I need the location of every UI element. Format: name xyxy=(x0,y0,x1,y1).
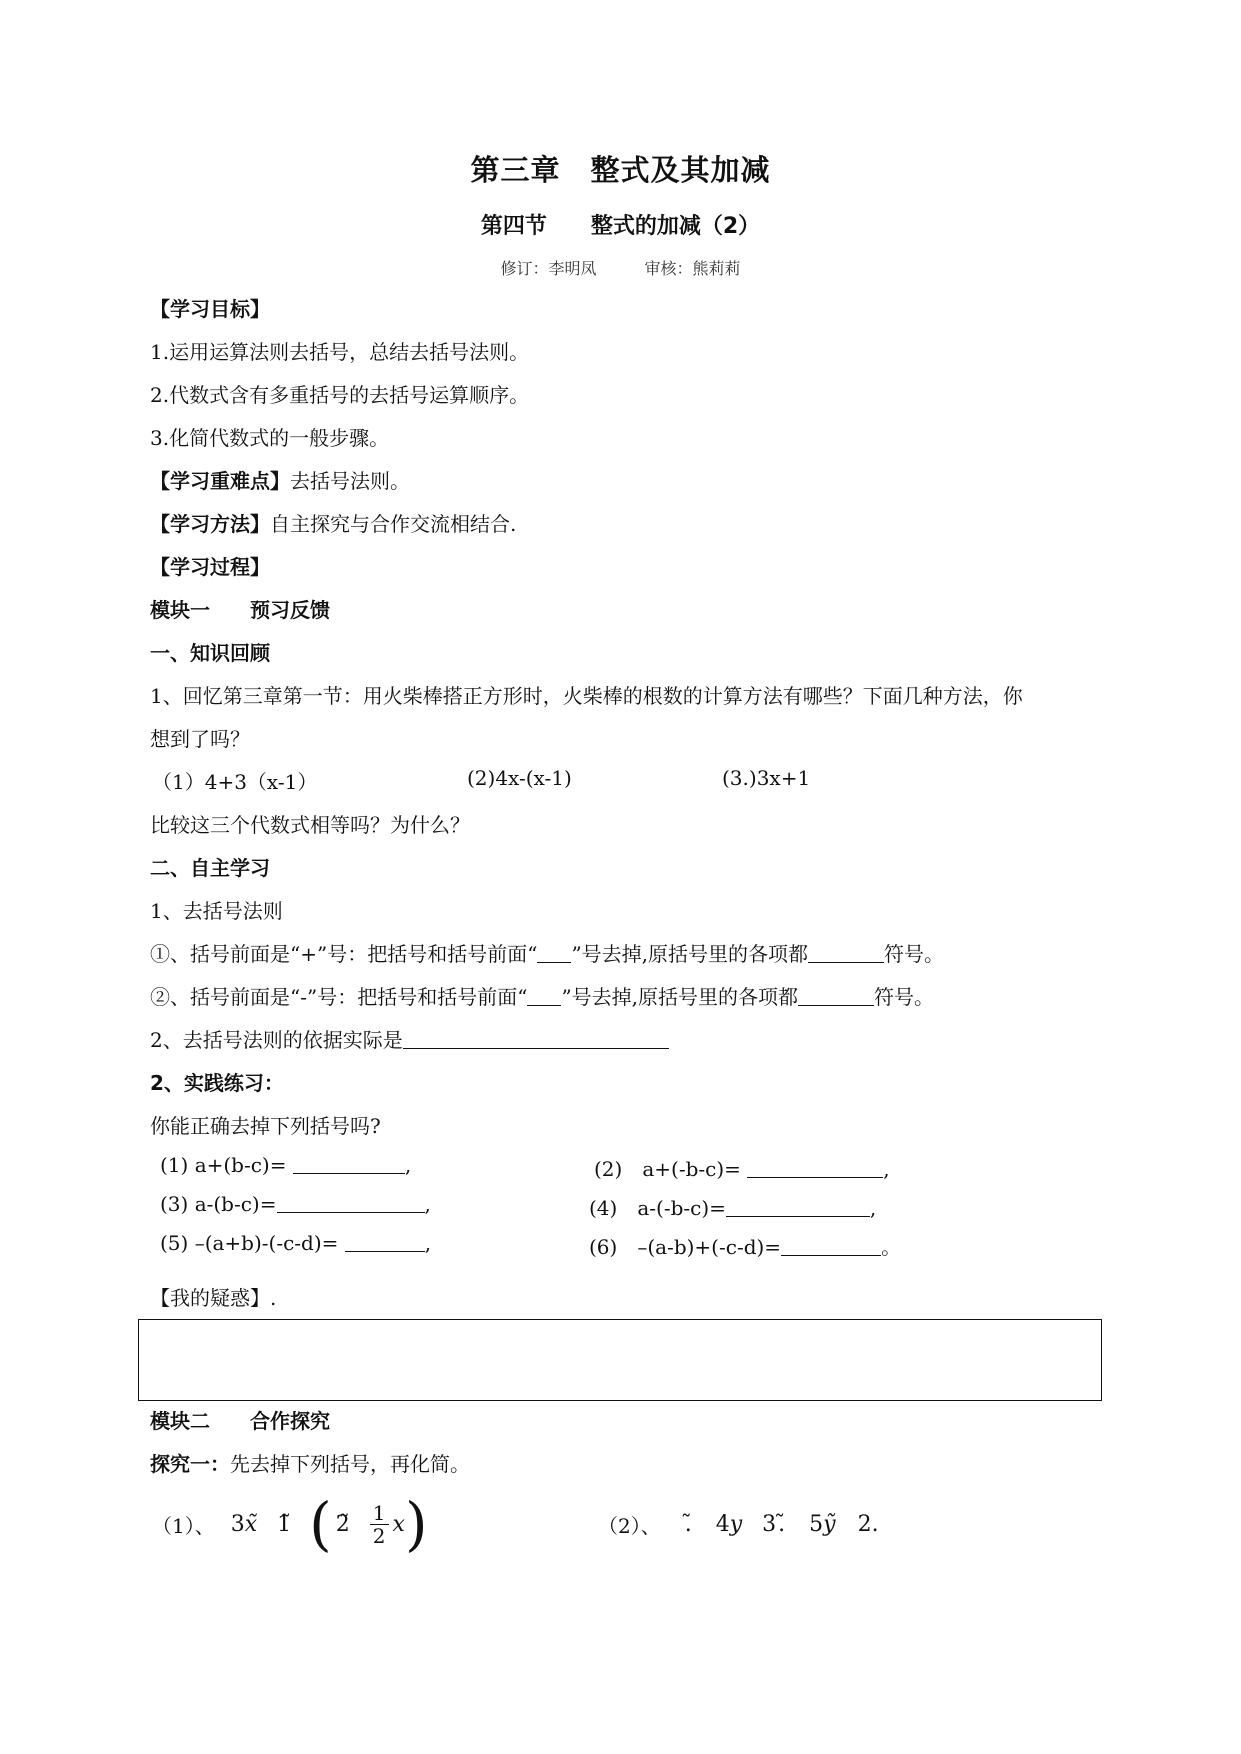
exercise-6-blank[interactable] xyxy=(781,1235,881,1256)
key-text: 去括号法则。 xyxy=(290,469,410,493)
exercise-3-blank[interactable] xyxy=(277,1192,425,1213)
method-label: 【学习方法】 xyxy=(150,512,270,536)
rule-minus-blank-1[interactable] xyxy=(527,985,561,1006)
key-label: 【学习重难点】 xyxy=(150,469,290,493)
exercise-1: (1) a+(b-c)= , xyxy=(160,1153,412,1177)
practice-heading: 2、实践练习： xyxy=(150,1071,284,1095)
explore-one xyxy=(150,1448,470,1477)
rule-basis: 2、去括号法则的依据实际是 xyxy=(150,1024,669,1053)
method xyxy=(150,508,516,537)
doubt-answer-box[interactable] xyxy=(138,1319,1102,1401)
self-study-heading: 二、自主学习 xyxy=(150,856,270,880)
reviewers: 修订：李明凤 审核：熊莉莉 xyxy=(500,259,741,278)
process-heading: 【学习过程】 xyxy=(150,555,270,579)
chapter-title: 第三章 整式及其加减 xyxy=(470,153,771,187)
rule-plus: ①、括号前面是“+”号：把括号和括号前面“ ”号去掉,原括号里的各项都 符号。 xyxy=(150,942,945,966)
explore-text: 先去掉下列括号，再化简。 xyxy=(230,1452,470,1476)
explore-label: 探究一： xyxy=(150,1452,230,1476)
key-points xyxy=(150,465,410,494)
rule-plus-blank-1[interactable] xyxy=(537,942,571,963)
expression-1: （1）4+3（x-1） xyxy=(152,770,318,794)
practice-question: 你能正确去掉下列括号吗? xyxy=(150,1114,381,1138)
goal-item: 2.代数式含有多重括号的去括号运算顺序。 xyxy=(150,383,530,407)
rule-minus-blank-2[interactable] xyxy=(798,985,874,1006)
rule-basis-blank[interactable] xyxy=(403,1028,669,1049)
left-paren: ( xyxy=(309,1490,332,1558)
fraction-one-half: $\frac{1}{2}$ xyxy=(370,1502,389,1547)
doubt-label: 【我的疑惑】. xyxy=(150,1286,277,1310)
exercise-6: (6) –(a-b)+(-c-d)= 。 xyxy=(589,1235,902,1259)
bracket-rule-title: 1、去括号法则 xyxy=(150,899,283,923)
exercise-1-blank[interactable] xyxy=(293,1153,405,1174)
exercise-5: (5) –(a+b)-(-c-d)= , xyxy=(160,1231,432,1255)
exercise-3: (3) a-(b-c)= , xyxy=(160,1192,431,1216)
exercise-2: (2) a+(-b-c)= , xyxy=(594,1157,890,1181)
exercise-4: (4) a-(-b-c)= , xyxy=(589,1196,877,1220)
problem-2: （2）、 .̃ 4 y 3 .̃ 5 ỹ 2. xyxy=(598,1511,879,1538)
goal-item: 3.化简代数式的一般步骤。 xyxy=(150,426,390,450)
knowledge-review-heading: 一、知识回顾 xyxy=(150,641,270,665)
section-title: 第四节 整式的加减（2） xyxy=(480,214,761,239)
module-two-heading: 模块二 合作探究 xyxy=(150,1409,330,1433)
exercise-2-blank[interactable] xyxy=(747,1157,883,1178)
compare-question: 比较这三个代数式相等吗？为什么？ xyxy=(150,813,470,837)
goal-item: 1.运用运算法则去括号，总结去括号法则。 xyxy=(150,340,530,364)
exercise-4-blank[interactable] xyxy=(726,1196,870,1217)
rule-plus-blank-2[interactable] xyxy=(808,942,884,963)
goals-heading: 【学习目标】 xyxy=(150,297,270,321)
right-paren: ) xyxy=(404,1490,428,1558)
module-one-heading: 模块一 预习反馈 xyxy=(150,598,330,622)
recall-question: 1、回忆第三章第一节：用火柴棒搭正方形时，火柴棒的根数的计算方法有哪些？下面几种方法，你 xyxy=(150,684,1023,708)
recall-question-cont: 想到了吗？ xyxy=(150,727,250,751)
rule-minus: ②、括号前面是“-”号：把括号和括号前面“ ”号去掉,原括号里的各项都 符号。 xyxy=(150,985,935,1009)
expression-2: (2)4x-(x-1) xyxy=(467,766,572,790)
method-text: 自主探究与合作交流相结合. xyxy=(270,512,517,536)
expression-3: (3.)3x+1 xyxy=(722,766,811,790)
exercise-5-blank[interactable] xyxy=(345,1231,425,1252)
problem-1: （1）、 3 x̃ 1̃ ( 2̃ $\frac{1}{2}$ x ) xyxy=(152,1490,428,1558)
